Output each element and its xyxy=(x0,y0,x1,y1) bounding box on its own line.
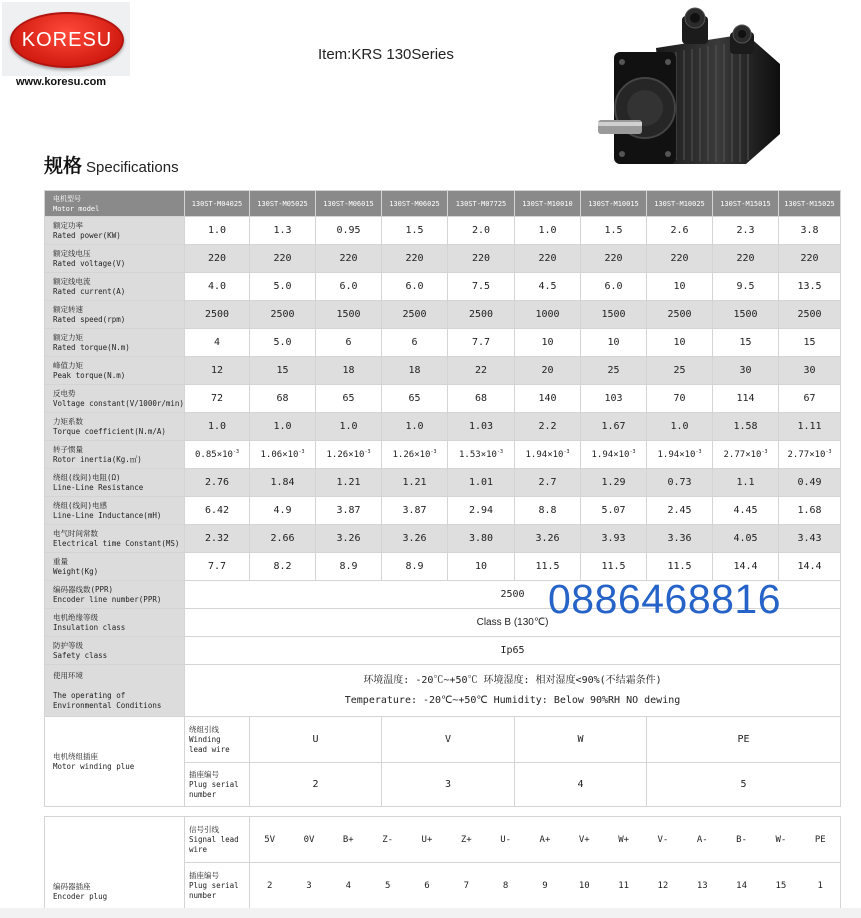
motor-wire-cell: W xyxy=(515,717,647,763)
spec-value-cell: $1.26\times 10^{-3}$ xyxy=(382,441,448,469)
encoder-pin: 3 xyxy=(306,880,312,891)
row-label: 使用环境 The operating of Environmental Conditions xyxy=(45,665,185,717)
encoder-signal: 5V xyxy=(264,834,276,845)
environment-line-cn: 环境温度: -20℃~+50℃ 环境湿度: 相对湿度<90%(不结霜条件) xyxy=(363,674,662,686)
spec-value-cell: 220 xyxy=(581,245,647,273)
spec-value-cell: 1500 xyxy=(581,301,647,329)
spec-value-cell: 2.3 xyxy=(713,217,779,245)
spec-value-cell: 114 xyxy=(713,385,779,413)
spec-row xyxy=(45,385,841,413)
spec-value-cell: 1.3 xyxy=(250,217,316,245)
model-cell: 130ST-M04025 xyxy=(185,191,250,217)
spec-row xyxy=(45,413,841,441)
spec-value-cell: 1500 xyxy=(713,301,779,329)
servo-motor-illustration xyxy=(596,4,782,174)
spec-value-cell: 1.5 xyxy=(382,217,448,245)
spec-value-cell: 13.5 xyxy=(779,273,841,301)
spec-value-cell: 1000 xyxy=(515,301,581,329)
spec-value-cell: 15 xyxy=(779,329,841,357)
spec-value-cell: 15 xyxy=(713,329,779,357)
spec-value-cell: 2500 xyxy=(185,301,250,329)
spec-value-cell: 5.0 xyxy=(250,329,316,357)
encoder-pin-cell xyxy=(250,863,841,909)
phone-number-watermark: 0886468816 xyxy=(548,576,782,622)
spec-value-cell: 1.11 xyxy=(779,413,841,441)
row-label: 绕组(线间)电阻(Ω) Line-Line Resistance xyxy=(45,469,185,497)
encoder-pin: 7 xyxy=(463,880,470,891)
spec-value-cell: 4.0 xyxy=(185,273,250,301)
spec-value-cell: 1.84 xyxy=(250,469,316,497)
spec-value-cell: 5.0 xyxy=(250,273,316,301)
specifications-title xyxy=(44,151,179,178)
row-label: 额定线电流 Rated current(A) xyxy=(45,273,185,301)
model-cell: 130ST-M10025 xyxy=(647,191,713,217)
spec-value-cell: 8.9 xyxy=(382,553,448,581)
row-label: 转子惯量 Rotor inertia(Kg.㎡) xyxy=(45,441,185,469)
model-cell: 130ST-M10015 xyxy=(581,191,647,217)
spec-value-cell: $1.26\times 10^{-3}$ xyxy=(316,441,382,469)
encoder-signal: A- xyxy=(696,834,708,845)
motor-serial-cell: 3 xyxy=(382,763,515,807)
motor-serial-cell: 2 xyxy=(250,763,382,807)
row-label: 防护等级 Safety class xyxy=(45,637,185,665)
spec-value-cell: 2.94 xyxy=(448,497,515,525)
spec-value-cell: 2.0 xyxy=(448,217,515,245)
spec-row xyxy=(45,217,841,245)
spec-row xyxy=(45,329,841,357)
spec-value-cell: 1.0 xyxy=(647,413,713,441)
spec-value-cell: $0.85\times 10^{-3}$ xyxy=(185,441,250,469)
spec-value-cell: 3.87 xyxy=(382,497,448,525)
spec-value-cell: 10 xyxy=(647,329,713,357)
row-label: 额定力矩 Rated torque(N.m) xyxy=(45,329,185,357)
safety-row xyxy=(45,637,841,665)
spec-value-cell: 2.66 xyxy=(250,525,316,553)
spec-value-cell: 22 xyxy=(448,357,515,385)
spec-value-cell: 1.21 xyxy=(316,469,382,497)
encoder-pin: 1 xyxy=(817,880,823,891)
spec-title-cn: 规格 xyxy=(44,156,83,177)
encoder-signal: U+ xyxy=(421,834,433,845)
spec-value-cell: 10 xyxy=(448,553,515,581)
spec-value-cell: 0.95 xyxy=(316,217,382,245)
encoder-pin: 10 xyxy=(578,880,590,891)
encoder-signal: B- xyxy=(736,834,748,845)
environment-line-en: Temperature: -20℃~+50℃ Humidity: Below 90%RH NO dewing xyxy=(344,694,681,706)
encoder-pin: 11 xyxy=(618,880,630,891)
spec-value-cell: 11.5 xyxy=(581,553,647,581)
spec-value-cell: 12 xyxy=(185,357,250,385)
spec-value-cell: 4 xyxy=(185,329,250,357)
encoder-pin: 12 xyxy=(657,880,669,891)
model-cell: 130ST-M06025 xyxy=(382,191,448,217)
spec-value-cell: 1.01 xyxy=(448,469,515,497)
motor-wire-cell: PE xyxy=(647,717,841,763)
spec-value-cell: 10 xyxy=(515,329,581,357)
table-header-row xyxy=(45,191,841,217)
encoder-signal: V+ xyxy=(578,834,590,845)
spec-value-cell: 65 xyxy=(316,385,382,413)
spec-value-cell: 3.26 xyxy=(382,525,448,553)
spec-value-cell: 2.2 xyxy=(515,413,581,441)
serial-label: 插座编号 Plug serial number xyxy=(185,763,250,807)
spec-value-cell: 6.0 xyxy=(316,273,382,301)
spec-value-cell: 2.7 xyxy=(515,469,581,497)
row-label: 峰值力矩 Peak torque(N.m) xyxy=(45,357,185,385)
encoder-pin: 8 xyxy=(502,880,509,891)
spec-value-cell: 1.58 xyxy=(713,413,779,441)
spec-value-cell: 1.1 xyxy=(713,469,779,497)
spec-value-cell: 1.0 xyxy=(316,413,382,441)
spec-value-cell: 10 xyxy=(581,329,647,357)
spec-row xyxy=(45,469,841,497)
spec-value-cell: 220 xyxy=(647,245,713,273)
bottom-strip xyxy=(0,908,861,918)
logo-area xyxy=(2,2,130,76)
spec-value-cell: 1500 xyxy=(316,301,382,329)
spec-value-cell: 25 xyxy=(647,357,713,385)
spec-value-cell: 1.67 xyxy=(581,413,647,441)
spec-value-cell: $2.77\times 10^{-3}$ xyxy=(713,441,779,469)
motor-plug-label: 电机绕组插座 Motor winding plue xyxy=(45,717,185,807)
encoder-signal: A+ xyxy=(539,834,551,845)
encoder-signal: PE xyxy=(814,834,826,845)
spec-value-cell: $1.94\times 10^{-3}$ xyxy=(647,441,713,469)
spec-value-cell: 3.26 xyxy=(316,525,382,553)
spec-value-cell: 220 xyxy=(448,245,515,273)
spec-value-cell: 6.0 xyxy=(581,273,647,301)
model-cell: 130ST-M07725 xyxy=(448,191,515,217)
spec-value-cell: 3.26 xyxy=(515,525,581,553)
brand-logo-text: KORESU xyxy=(21,29,113,51)
encoder-signal: B+ xyxy=(342,834,354,845)
spec-value-cell: 220 xyxy=(250,245,316,273)
spec-value-cell: 11.5 xyxy=(647,553,713,581)
motor-serial-cell: 5 xyxy=(647,763,841,807)
model-cell: 130ST-M05025 xyxy=(250,191,316,217)
spec-value-cell: 4.05 xyxy=(713,525,779,553)
spec-value-cell: 220 xyxy=(515,245,581,273)
spec-value-cell: 8.9 xyxy=(316,553,382,581)
spec-value-cell: 30 xyxy=(713,357,779,385)
spec-row xyxy=(45,441,841,469)
spec-value-cell: 1.68 xyxy=(779,497,841,525)
encoder-signal: W- xyxy=(775,834,787,845)
spec-value-cell: 65 xyxy=(382,385,448,413)
spec-value-cell: 6.42 xyxy=(185,497,250,525)
spec-row xyxy=(45,245,841,273)
spec-row xyxy=(45,497,841,525)
encoder-signal: Z+ xyxy=(460,834,472,845)
encoder-pin: 14 xyxy=(736,880,748,891)
spec-value-cell: 30 xyxy=(779,357,841,385)
spec-value-cell: 9.5 xyxy=(713,273,779,301)
spec-value-cell: 2.6 xyxy=(647,217,713,245)
row-label: 力矩系数 Torque coefficient(N.m/A) xyxy=(45,413,185,441)
spec-value-cell: 70 xyxy=(647,385,713,413)
spec-value-cell: 1.0 xyxy=(250,413,316,441)
spec-value-cell: $1.94\times 10^{-3}$ xyxy=(581,441,647,469)
row-label: 额定转速 Rated speed(rpm) xyxy=(45,301,185,329)
spec-value-cell: $1.06\times 10^{-3}$ xyxy=(250,441,316,469)
encoder-pin: 4 xyxy=(345,880,352,891)
wire-label: 绕组引线 Winding lead wire xyxy=(185,717,250,763)
spec-value-cell: 2500 xyxy=(382,301,448,329)
motor-serial-cell: 4 xyxy=(515,763,647,807)
encoder-pin: 13 xyxy=(696,880,708,891)
spec-value-cell: 2500 xyxy=(448,301,515,329)
spec-value-cell: 68 xyxy=(250,385,316,413)
encoder-pin: 5 xyxy=(384,880,391,891)
spec-value-cell: 1.0 xyxy=(515,217,581,245)
spec-value-cell: 1.5 xyxy=(581,217,647,245)
encoder-signal: W+ xyxy=(618,834,630,845)
encoder-signal: V- xyxy=(657,834,669,845)
spec-value-cell: 3.80 xyxy=(448,525,515,553)
spec-value-cell: 3.43 xyxy=(779,525,841,553)
encoder-pin: 9 xyxy=(542,880,548,891)
row-label: 电气时间常数 Electrical time Constant(MS) xyxy=(45,525,185,553)
encoder-pin: 15 xyxy=(775,880,787,891)
spec-value-cell: 6 xyxy=(382,329,448,357)
spec-value-cell: 4.45 xyxy=(713,497,779,525)
spec-value-cell: 220 xyxy=(316,245,382,273)
spec-value-cell: 7.7 xyxy=(185,553,250,581)
model-cell: 130ST-M10010 xyxy=(515,191,581,217)
spec-value-cell: 7.5 xyxy=(448,273,515,301)
spec-value-cell: 2500 xyxy=(779,301,841,329)
spec-value-cell: 1.29 xyxy=(581,469,647,497)
spec-value-cell: 1.03 xyxy=(448,413,515,441)
spec-value-cell: 6 xyxy=(316,329,382,357)
model-cell: 130ST-M15015 xyxy=(713,191,779,217)
spec-value-cell: 4.5 xyxy=(515,273,581,301)
model-cell: 130ST-M06015 xyxy=(316,191,382,217)
environment-value xyxy=(185,665,841,717)
encoder-pin: 6 xyxy=(424,880,430,891)
spec-value-cell: 0.73 xyxy=(647,469,713,497)
encoder-signal: Z- xyxy=(382,834,394,845)
spec-row xyxy=(45,301,841,329)
spec-value-cell: 8.8 xyxy=(515,497,581,525)
spec-value-cell: 6.0 xyxy=(382,273,448,301)
spec-value-cell: 2.76 xyxy=(185,469,250,497)
brand-logo xyxy=(10,12,124,68)
spec-value-cell: 103 xyxy=(581,385,647,413)
website-url: www.koresu.com xyxy=(16,76,107,88)
row-label: 电机绝缘等级 Insulation class xyxy=(45,609,185,637)
spec-value-cell: 3.87 xyxy=(316,497,382,525)
spec-value-cell: 18 xyxy=(316,357,382,385)
spec-value-cell: $1.94\times 10^{-3}$ xyxy=(515,441,581,469)
spec-value-cell: 5.07 xyxy=(581,497,647,525)
spec-value-cell: $2.77\times 10^{-3}$ xyxy=(779,441,841,469)
spec-value-cell: 140 xyxy=(515,385,581,413)
motor-wire-cell: U xyxy=(250,717,382,763)
spec-value-cell: 72 xyxy=(185,385,250,413)
spec-value-cell: 25 xyxy=(581,357,647,385)
spec-value-cell: 67 xyxy=(779,385,841,413)
signal-label: 信号引线 Signal lead wire xyxy=(185,817,250,863)
spec-row xyxy=(45,273,841,301)
model-cell: 130ST-M15025 xyxy=(779,191,841,217)
row-label: 额定功率 Rated power(KW) xyxy=(45,217,185,245)
spec-value-cell: 0.49 xyxy=(779,469,841,497)
row-label: 绕组(线间)电感 Line-Line Inductance(mH) xyxy=(45,497,185,525)
spec-value-cell: 1.0 xyxy=(185,413,250,441)
encoder-signal-cell xyxy=(250,817,841,863)
spec-value-cell: 14.4 xyxy=(779,553,841,581)
spec-value-cell: 3.93 xyxy=(581,525,647,553)
spec-row xyxy=(45,525,841,553)
row-label: 反电势 Voltage constant(V/1000r/min) xyxy=(45,385,185,413)
encoder-signal: 0V xyxy=(303,834,315,845)
spec-value-cell: 11.5 xyxy=(515,553,581,581)
spec-value-cell: 2.45 xyxy=(647,497,713,525)
spec-value-cell: 68 xyxy=(448,385,515,413)
encoder-lines-value: 2500 xyxy=(185,581,841,609)
spec-value-cell: 220 xyxy=(779,245,841,273)
spec-value-cell: 8.2 xyxy=(250,553,316,581)
spec-value-cell: 20 xyxy=(515,357,581,385)
encoder-plug-signal-row xyxy=(45,817,841,863)
spec-value-cell: 1.0 xyxy=(185,217,250,245)
safety-value: Ip65 xyxy=(185,637,841,665)
spec-value-cell: 2500 xyxy=(647,301,713,329)
spec-value-cell: 3.8 xyxy=(779,217,841,245)
row-label: 额定线电压 Rated voltage(V) xyxy=(45,245,185,273)
spec-value-cell: $1.53\times 10^{-3}$ xyxy=(448,441,515,469)
encoder-signal: U- xyxy=(500,834,512,845)
item-title: Item:KRS 130Series xyxy=(318,46,454,63)
motor-plug-wire-row xyxy=(45,717,841,763)
spec-value-cell: 3.36 xyxy=(647,525,713,553)
spec-value-cell: 4.9 xyxy=(250,497,316,525)
spec-value-cell: 7.7 xyxy=(448,329,515,357)
row-label: 编码器线数(PPR) Encoder line number(PPR) xyxy=(45,581,185,609)
environment-row xyxy=(45,665,841,717)
spec-value-cell: 220 xyxy=(185,245,250,273)
header-label: 电机型号 Motor model xyxy=(45,191,185,217)
spec-title-en: Specifications xyxy=(86,159,179,176)
spec-value-cell: 10 xyxy=(647,273,713,301)
spec-value-cell: 1.0 xyxy=(382,413,448,441)
spec-value-cell: 220 xyxy=(382,245,448,273)
encoder-pin: 2 xyxy=(266,880,273,891)
spec-value-cell: 1.21 xyxy=(382,469,448,497)
spec-value-cell: 2500 xyxy=(250,301,316,329)
spec-value-cell: 15 xyxy=(250,357,316,385)
motor-wire-cell: V xyxy=(382,717,515,763)
spec-row xyxy=(45,357,841,385)
pin-label: 插座编号 Plug serial number xyxy=(185,863,250,909)
spec-value-cell: 2.32 xyxy=(185,525,250,553)
row-label: 重量 Weight(Kg) xyxy=(45,553,185,581)
spec-value-cell: 220 xyxy=(713,245,779,273)
encoder-plug-label: 编码器插座 Encoder plug xyxy=(45,817,185,909)
specifications-table xyxy=(44,190,841,909)
spec-value-cell: 18 xyxy=(382,357,448,385)
spec-value-cell: 14.4 xyxy=(713,553,779,581)
insulation-value: Class B (130℃) xyxy=(185,609,841,637)
